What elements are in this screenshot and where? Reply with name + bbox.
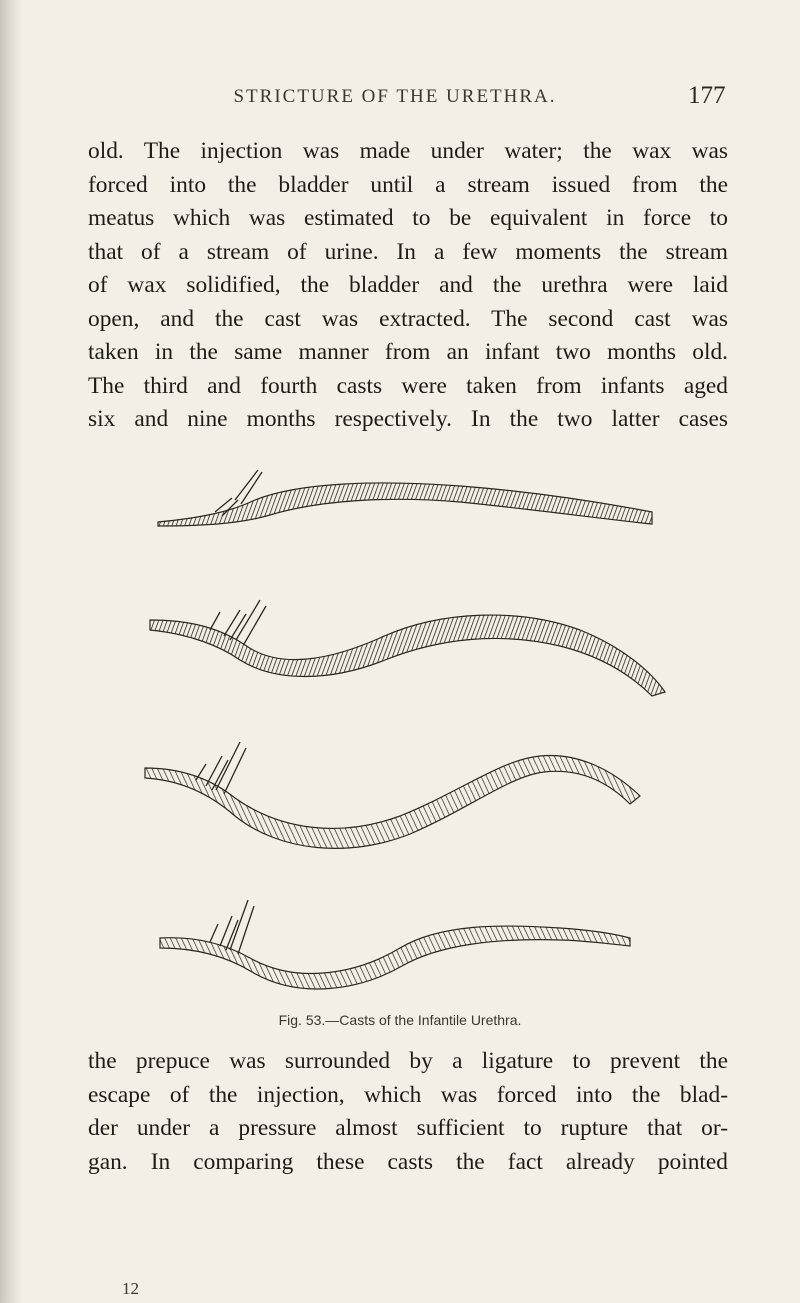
text-line: meatus which was estimated to be equivalent in force to: [88, 205, 728, 231]
figure-urethra-casts: [140, 460, 680, 1000]
cast-3: [145, 742, 640, 848]
text-line: taken in the same manner from an infant two months old.: [88, 339, 728, 365]
text-line: forced into the bladder until a stream issued from the: [88, 171, 728, 198]
text-line: old. The injection was made under water; the wax was: [88, 138, 728, 164]
body-paragraph-bottom: [88, 1045, 728, 1179]
cast-1-body: [158, 483, 652, 526]
cast-4: [160, 900, 630, 989]
page-edge-shadow: [0, 0, 22, 1303]
cast-1: [158, 470, 652, 526]
signature-mark: 12: [122, 1279, 139, 1298]
running-head: [0, 82, 800, 116]
cast-2: [150, 600, 665, 696]
running-title: STRICTURE OF THE URETHRA.: [233, 86, 557, 107]
body-paragraph-top: [88, 135, 728, 437]
text-line: six and nine months respectively. In the two latter cases: [88, 406, 728, 432]
text-line: der under a pressure almost sufficient to rupture that or-: [88, 1115, 728, 1141]
text-line: the prepuce was surrounded by a ligature to prevent the: [88, 1048, 728, 1074]
text-line: that of a stream of urine. In a few moments the stream: [88, 238, 728, 265]
urethra-casts-illustration: [140, 460, 680, 1000]
cast-3-body: [145, 755, 640, 848]
page-number: 177: [688, 82, 726, 109]
cast-4-body: [160, 926, 630, 989]
cast-2-body: [150, 615, 665, 696]
text-line: of wax solidified, the bladder and the urethra were laid: [88, 272, 728, 298]
figure-caption: Fig. 53.—Casts of the Infantile Urethra.: [278, 1012, 522, 1028]
text-line: escape of the injection, which was forced into the blad-: [88, 1081, 728, 1108]
text-line: gan. In comparing these casts the fact already pointed: [88, 1148, 728, 1175]
text-line: open, and the cast was extracted. The second cast was: [88, 305, 728, 332]
text-line: The third and fourth casts were taken from infants aged: [88, 372, 728, 399]
